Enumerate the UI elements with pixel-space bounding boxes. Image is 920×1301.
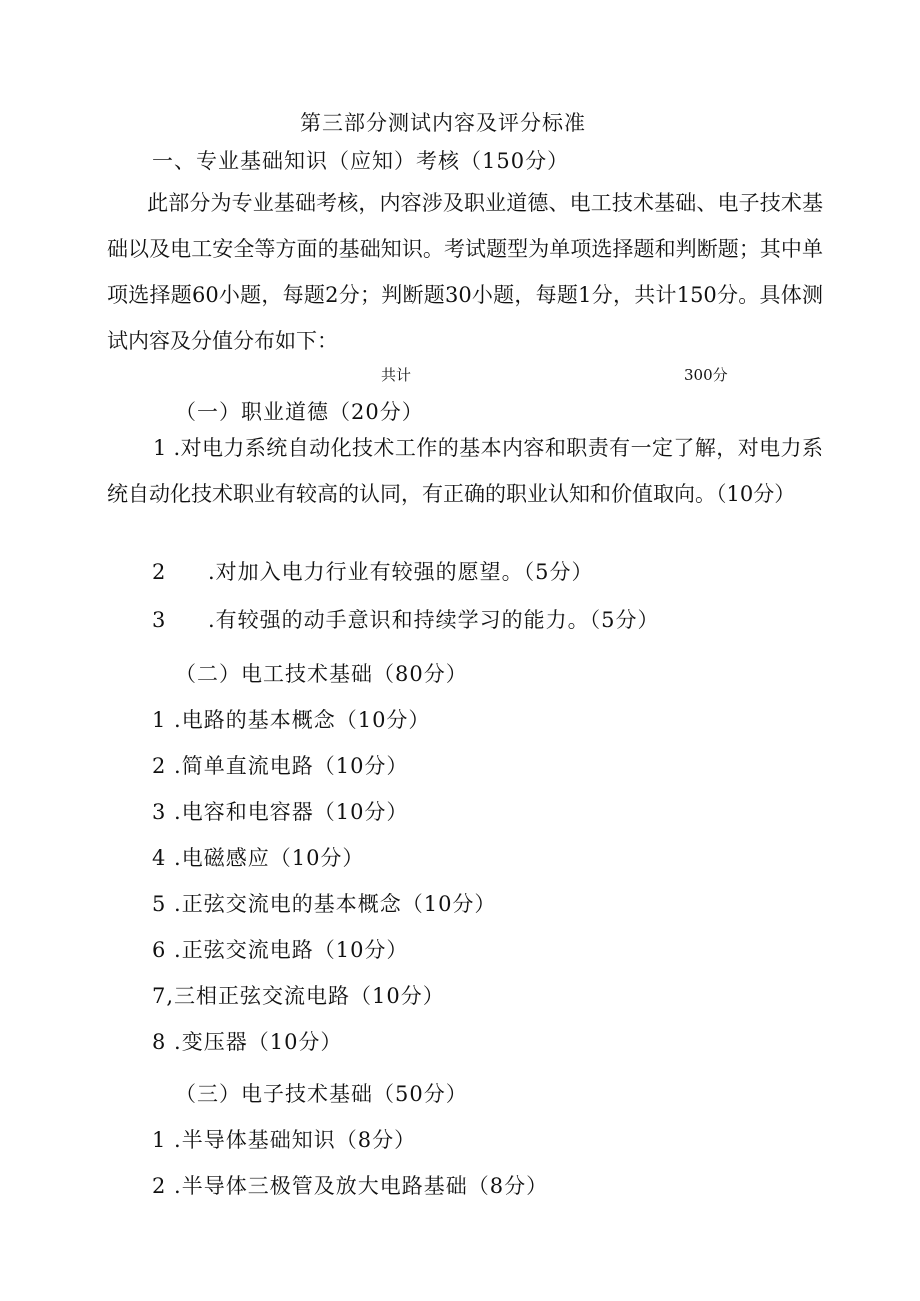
total-label: 共计 xyxy=(381,366,412,384)
electrical-item: 5 .正弦交流电的基本概念（10分） xyxy=(152,892,497,916)
ethics-item-3-number: 3 xyxy=(152,608,167,632)
subsection-title-ethics: （一）职业道德（20分） xyxy=(175,400,424,424)
electrical-item: 1 .电路的基本概念（10分） xyxy=(152,708,431,732)
ethics-item-2-number: 2 xyxy=(152,560,167,584)
document-title: 第三部分测试内容及评分标准 xyxy=(300,111,586,135)
ethics-item-2 xyxy=(152,556,594,586)
electrical-item: 4 .电磁感应（10分） xyxy=(152,846,365,870)
ethics-item-3 xyxy=(152,604,660,634)
subsection-title-electrical: （二）电工技术基础（80分） xyxy=(175,662,468,686)
electrical-item: 3 .电容和电容器（10分） xyxy=(152,800,409,824)
intro-text: 此部分为专业基础考核，内容涉及职业道德、电工技术基础、电子技术基础以及电工安全等方面的基础知识。考试题型为单项选择题和判断题；其中单项选择题60小题，每题2分；判断题30小题，每题1分，共计150分。具体测试内容及分值分布如下： xyxy=(107,191,823,353)
ethics-item-2-text: .对加入电力行业有较强的愿望。（5分） xyxy=(208,560,594,584)
electrical-item: 8 .变压器（10分） xyxy=(152,1030,343,1054)
electrical-item: 6 .正弦交流电路（10分） xyxy=(152,938,409,962)
electronics-item: 1 .半导体基础知识（8分） xyxy=(152,1128,417,1152)
ethics-item-1 xyxy=(107,425,823,517)
electronics-item: 2 .半导体三极管及放大电路基础（8分） xyxy=(152,1174,549,1198)
section-heading-basic-knowledge: 一、专业基础知识（应知）考核（150分） xyxy=(152,149,570,173)
intro-paragraph xyxy=(107,180,823,364)
ethics-item-3-text: .有较强的动手意识和持续学习的能力。（5分） xyxy=(208,608,660,632)
total-value: 300分 xyxy=(684,366,728,384)
subsection-title-electronics: （三）电子技术基础（50分） xyxy=(175,1082,468,1106)
electrical-item: 7,三相正弦交流电路（10分） xyxy=(152,984,445,1008)
ethics-item-1-text: 1 .对电力系统自动化技术工作的基本内容和职责有一定了解，对电力系统自动化技术职业有较高的认同，有正确的职业认知和价值取向。（10分） xyxy=(107,436,823,506)
electrical-item: 2 .简单直流电路（10分） xyxy=(152,754,409,778)
